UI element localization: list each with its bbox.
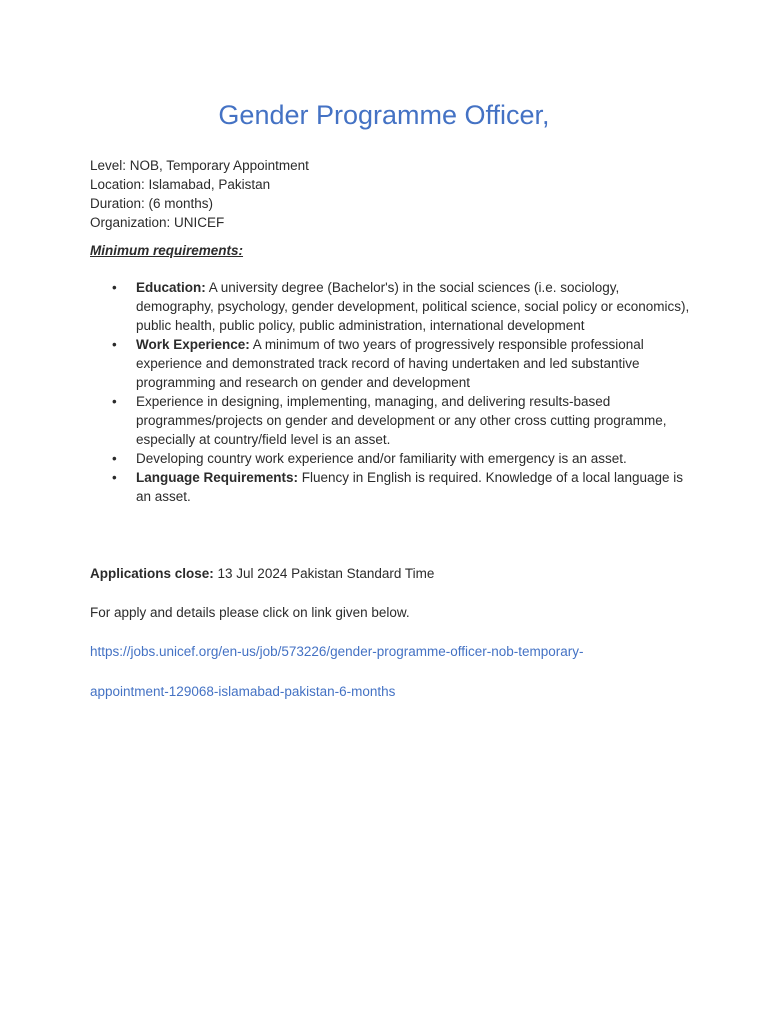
requirement-label: Language Requirements: bbox=[136, 470, 299, 485]
list-item bbox=[90, 278, 690, 335]
requirement-text: A university degree (Bachelor's) in the social sciences (i.e. sociology, demography, psychology, gender development, political science, social policy or economics), public health, public policy, public administration, international development bbox=[136, 280, 690, 333]
requirements-list bbox=[90, 278, 690, 506]
bullet-icon: • bbox=[112, 394, 117, 409]
list-item bbox=[90, 449, 690, 468]
requirement-label: Work Experience: bbox=[136, 337, 250, 352]
requirement-text: Developing country work experience and/or familiarity with emergency is an asset. bbox=[136, 451, 627, 466]
bullet-icon: • bbox=[112, 337, 117, 352]
requirement-text: A minimum of two years of progressively responsible professional experience and demonstrated track record of having undertaken and led substantive programming and research on gender and development bbox=[136, 337, 644, 390]
bullet-icon: • bbox=[112, 280, 117, 295]
meta-level: Level: NOB, Temporary Appointment bbox=[90, 158, 309, 173]
list-item bbox=[90, 335, 690, 392]
requirement-label: Education: bbox=[136, 280, 206, 295]
job-link-line-1[interactable]: https://jobs.unicef.org/en-us/job/573226/gender-programme-officer-nob-temporary- bbox=[90, 644, 584, 659]
applications-close-value: 13 Jul 2024 Pakistan Standard Time bbox=[213, 566, 435, 581]
bullet-icon: • bbox=[112, 470, 117, 485]
page-title: Gender Programme Officer, bbox=[218, 100, 550, 130]
applications-close bbox=[90, 564, 434, 583]
list-item bbox=[90, 392, 690, 449]
requirement-text: Experience in designing, implementing, managing, and delivering results-based programmes/projects on gender and development or any other cross cutting programme, especially at country/field level is an asset. bbox=[136, 394, 667, 447]
meta-organization: Organization: UNICEF bbox=[90, 215, 225, 230]
applications-close-label: Applications close: bbox=[90, 566, 214, 581]
meta-location: Location: Islamabad, Pakistan bbox=[90, 177, 271, 192]
bullet-icon: • bbox=[112, 451, 117, 466]
meta-duration: Duration: (6 months) bbox=[90, 196, 214, 211]
job-link-line-2[interactable]: appointment-129068-islamabad-pakistan-6-months bbox=[90, 684, 396, 699]
requirement-text: Fluency in English is required. Knowledge of a local language is an asset. bbox=[136, 470, 684, 504]
job-meta bbox=[90, 156, 309, 232]
requirements-heading: Minimum requirements: bbox=[90, 243, 244, 258]
list-item bbox=[90, 468, 690, 506]
apply-instructions: For apply and details please click on link given below. bbox=[90, 605, 410, 620]
